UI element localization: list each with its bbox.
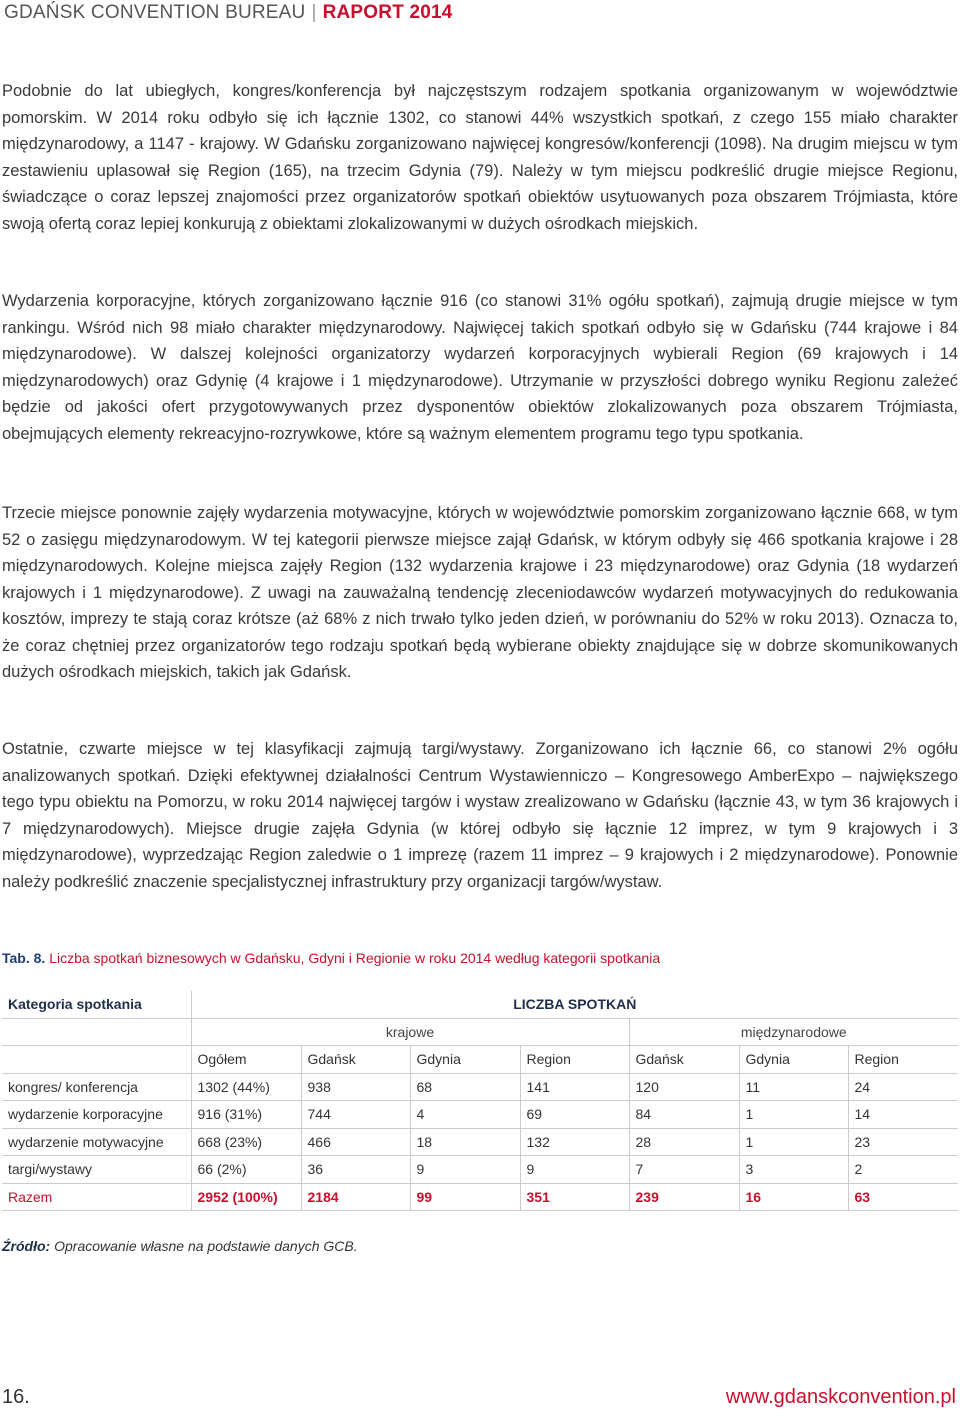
column-header: Region (520, 1046, 629, 1074)
table-caption-label: Tab. 8. (2, 950, 46, 966)
table-caption (2, 950, 660, 966)
table-cell: 744 (301, 1101, 410, 1129)
column-header: Gdynia (410, 1046, 520, 1074)
table-cell: 9 (520, 1156, 629, 1184)
table-row (2, 1156, 958, 1184)
table-cell: 18 (410, 1128, 520, 1156)
table-row (2, 1101, 958, 1129)
table-cell: 3 (739, 1156, 848, 1184)
table-cell: 466 (301, 1128, 410, 1156)
table-total-row (2, 1183, 958, 1211)
table-cell: 1 (739, 1101, 848, 1129)
table-cell: 1 (739, 1128, 848, 1156)
table-cell: 84 (629, 1101, 739, 1129)
table-cell: 916 (31%) (191, 1101, 301, 1129)
table-cell: 141 (520, 1073, 629, 1101)
table-cell: 7 (629, 1156, 739, 1184)
row-category: kongres/ konferencja (2, 1073, 191, 1101)
table-cell: 2 (848, 1156, 958, 1184)
table-cell: 23 (848, 1128, 958, 1156)
total-cell: 2952 (100%) (191, 1183, 301, 1211)
paragraph-fairs: Ostatnie, czwarte miejsce w tej klasyfikacji zajmują targi/wystawy. Zorganizowano ich łącznie 66, co stanowi 2% ogółu analizowanych spotkań. Dzięki efektywnej działalności Centrum Wystawienniczo – Kongresowego AmberExpo – największego tego typu obiektu na Pomorzu, w roku 2014 najwięcej targów i wystaw zrealizowano w Gdańsku (łącznie 43, w tym 36 krajowych i 7 międzynarodowych). Miejsce drugie zajęła Gdynia (w której odbyło się łącznie 12 imprez, w tym 9 krajowych i 3 międzynarodowe), wyprzedzając Region zaledwie o 1 imprezę (razem 11 imprez – 9 krajowych i 2 międzynarodowe). Ponownie należy podkreślić znaczenie specjalistycznej infrastruktury przy organizacji targów/wystaw. (2, 740, 958, 891)
table-cell: 24 (848, 1073, 958, 1101)
total-cell: 63 (848, 1183, 958, 1211)
row-category: wydarzenie motywacyjne (2, 1128, 191, 1156)
total-cell: 16 (739, 1183, 848, 1211)
table-header-row-1 (2, 991, 958, 1018)
table-cell: 668 (23%) (191, 1128, 301, 1156)
row-category: targi/wystawy (2, 1156, 191, 1184)
table-cell: 1302 (44%) (191, 1073, 301, 1101)
empty-cell (2, 1018, 191, 1046)
source-note (2, 1238, 358, 1254)
source-text: Opracowanie własne na podstawie danych GCB. (54, 1238, 358, 1254)
table-cell: 69 (520, 1101, 629, 1129)
table-cell: 938 (301, 1073, 410, 1101)
table-cell: 120 (629, 1073, 739, 1101)
meetings-table (2, 991, 958, 1211)
category-header: Kategoria spotkania (2, 991, 191, 1018)
column-header: Gdańsk (629, 1046, 739, 1074)
table-caption-title: Liczba spotkań biznesowych w Gdańsku, Gdyni i Regionie w roku 2014 według kategorii spotkania (49, 950, 661, 966)
international-group-header: międzynarodowe (629, 1018, 958, 1046)
total-cell: 99 (410, 1183, 520, 1211)
table-cell: 28 (629, 1128, 739, 1156)
bureau-name: GDAŃSK CONVENTION BUREAU (4, 2, 306, 23)
column-header: Ogółem (191, 1046, 301, 1074)
table-cell: 14 (848, 1101, 958, 1129)
table-header-row-2 (2, 1018, 958, 1046)
table-cell: 4 (410, 1101, 520, 1129)
paragraph-incentive: Trzecie miejsce ponownie zajęły wydarzenia motywacyjne, których w województwie pomorskim zorganizowano łącznie 668, w tym 52 o zasięgu międzynarodowym. W tej kategorii pierwsze miejsce zajął Gdańsk, w którym odbyły się 466 spotkania krajowe i 28 międzynarodowych. Kolejne miejsca zajęły Region (132 wydarzenia krajowe i 23 międzynarodowe) oraz Gdynia (18 wydarzeń krajowych i 1 międzynarodowe). Z uwagi na zauważalną tendencję zleceniodawców wydarzeń motywacyjnych do redukowania kosztów, imprezy te stają coraz krótsze (aż 68% z nich trwało tylko jeden dzień, w porównaniu do 52% w roku 2013). Oznacza to, że coraz chętniej przez organizatorów tego rodzaju spotkań będą wybierane obiekty znajdujące się w dobrze skomunikowanych dużych ośrodkach miejskich, takich jak Gdańsk. (2, 504, 958, 681)
table-cell: 36 (301, 1156, 410, 1184)
row-category: wydarzenie korporacyjne (2, 1101, 191, 1129)
header-separator: | (311, 2, 317, 23)
table-cell: 11 (739, 1073, 848, 1101)
paragraph-corporate: Wydarzenia korporacyjne, których zorganizowano łącznie 916 (co stanowi 31% ogółu spotkań), zajmują drugie miejsce w tym rankingu. Wśród nich 98 miało charakter międzynarodowy. Najwięcej takich spotkań odbyło się w Gdańsku (744 krajowe i 84 międzynarodowe). W dalszej kolejności organizatorzy wydarzeń korporacyjnych wybierali Region (69 krajowych i 14 międzynarodowych) oraz Gdynię (4 krajowe i 1 międzynarodowe). Utrzymanie w przyszłości dobrego wyniku Regionu zależeć będzie od jakości ofert przygotowywanych przez dysponentów obiektów zlokalizowanych poza obszarem Trójmiasta, obejmujących elementy rekreacyjno-rozrywkowe, które są ważnym elementem programu tego typu spotkania. (2, 292, 958, 443)
count-header: LICZBA SPOTKAŃ (191, 991, 958, 1018)
page-number: 16. (2, 1386, 30, 1408)
paragraph-congresses: Podobnie do lat ubiegłych, kongres/konferencja był najczęstszym rodzajem spotkania organizowanym w województwie pomorskim. W 2014 roku odbyło się ich łącznie 1302, co stanowi 44% wszystkich spotkań, z czego 155 miało charakter międzynarodowy, a 1147 - krajowy. W Gdańsku zorganizowano najwięcej kongresów/konferencji (1098). Na drugim miejscu w tym zestawieniu uplasował się Region (165), na trzecim Gdynia (79). Należy w tym miejscu podkreślić drugie miejsce Regionu, świadczące o coraz lepszej znajomości przez organizatorów spotkań obiektów usytuowanych poza obszarem Trójmiasta, które swoją ofertą coraz lepiej konkurują z obiektami zlokalizowanymi w dużych ośrodkach miejskich. (2, 82, 958, 233)
website-link[interactable]: www.gdanskconvention.pl (725, 1386, 956, 1408)
table-cell: 132 (520, 1128, 629, 1156)
empty-cell (2, 1046, 191, 1074)
table-cell: 68 (410, 1073, 520, 1101)
table-cell: 9 (410, 1156, 520, 1184)
table-header-row-3 (2, 1046, 958, 1074)
table-row (2, 1073, 958, 1101)
total-cell: 351 (520, 1183, 629, 1211)
total-cell: 239 (629, 1183, 739, 1211)
domestic-group-header: krajowe (191, 1018, 629, 1046)
source-label: Źródło: (2, 1238, 51, 1254)
report-title: RAPORT 2014 (322, 2, 453, 23)
report-header (4, 2, 453, 24)
table-row (2, 1128, 958, 1156)
column-header: Gdynia (739, 1046, 848, 1074)
total-label: Razem (2, 1183, 191, 1211)
total-cell: 2184 (301, 1183, 410, 1211)
column-header: Region (848, 1046, 958, 1074)
column-header: Gdańsk (301, 1046, 410, 1074)
table-cell: 66 (2%) (191, 1156, 301, 1184)
